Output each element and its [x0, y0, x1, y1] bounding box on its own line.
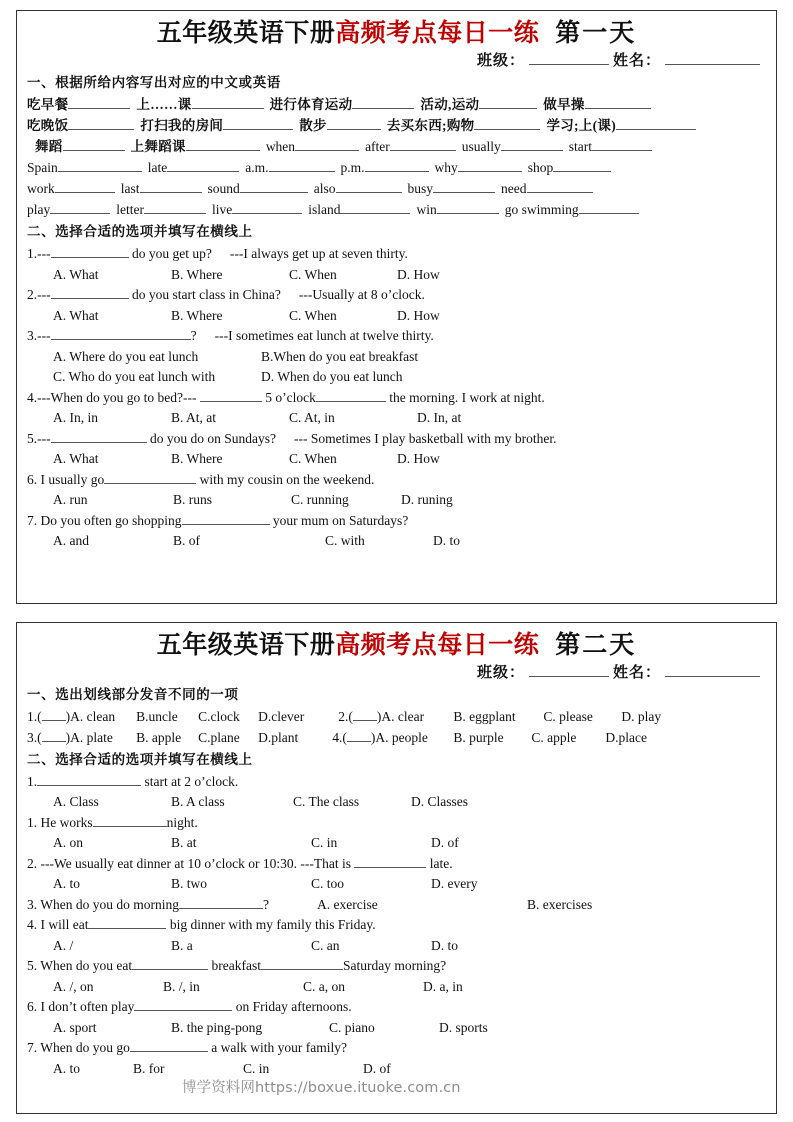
question-option[interactable]: B. runs [173, 492, 213, 508]
question-text: night. [166, 814, 198, 830]
question-option[interactable]: C. too [311, 876, 345, 892]
question-option[interactable]: B. Where [171, 307, 223, 323]
question-list-day-one [27, 244, 766, 552]
question-stem [27, 244, 766, 265]
question-option[interactable]: A. on [53, 835, 83, 851]
vocabulary-term: busy [407, 181, 434, 197]
phonics-option[interactable]: B. eggplant [453, 709, 516, 725]
answer-blank[interactable] [200, 389, 262, 402]
answer-blank[interactable] [51, 245, 129, 258]
question-options-row [27, 367, 766, 388]
question-text: 3.--- [27, 328, 51, 344]
vocabulary-term: live [211, 202, 233, 218]
vocabulary-term: Spain [27, 160, 58, 176]
section-heading-1-day-two: 一、选出划线部分发音不同的一项 [27, 687, 239, 703]
question-option[interactable]: B. two [171, 876, 208, 892]
phonics-option[interactable]: A. plate [70, 729, 113, 745]
question-options-row [27, 531, 766, 552]
question-stem [27, 895, 766, 916]
question-option[interactable]: C. When [289, 451, 337, 467]
phonics-option[interactable]: D.plant [258, 729, 299, 745]
question-option[interactable]: A. sport [53, 1019, 97, 1035]
question-option[interactable]: B. /, in [163, 978, 200, 994]
question-option[interactable]: D. sports [439, 1019, 488, 1035]
answer-blank[interactable] [134, 998, 232, 1011]
answer-blank[interactable] [37, 773, 141, 786]
vocabulary-blank[interactable] [479, 96, 537, 109]
vocabulary-blank[interactable] [585, 96, 651, 109]
answer-blank[interactable] [88, 916, 166, 929]
question-option[interactable]: C. a, on [303, 978, 345, 994]
vocabulary-term: 吃晚饭 [27, 118, 69, 134]
name-blank[interactable] [665, 662, 760, 677]
question-option[interactable]: D. to [431, 937, 458, 953]
phonics-option[interactable]: B. purple [453, 729, 504, 745]
vocabulary-term: 吃早餐 [27, 97, 69, 113]
question-text: do you start class in China? [128, 287, 281, 303]
answer-blank[interactable] [104, 471, 196, 484]
question-text: Saturday morning? [342, 958, 447, 974]
question-option[interactable]: B. exercises [527, 896, 593, 912]
question-stem [27, 772, 766, 793]
question-option[interactable]: A. exercise [317, 896, 378, 912]
vocabulary-term: p.m. [340, 160, 365, 176]
question-option[interactable]: B. the ping-pong [171, 1019, 263, 1035]
vocabulary-blank[interactable] [433, 180, 495, 193]
vocabulary-term: 上舞蹈课 [130, 139, 186, 155]
question-stem [27, 956, 766, 977]
section-heading-1-day-one: 一、根据所给内容写出对应的中文或英语 [27, 75, 281, 91]
question-option[interactable]: C. an [311, 937, 340, 953]
question-option[interactable]: A. / [53, 937, 74, 953]
answer-blank[interactable] [261, 957, 343, 970]
vocabulary-blank[interactable] [579, 201, 639, 214]
phonics-option[interactable]: A. people [375, 729, 428, 745]
question-option[interactable]: B. A class [171, 794, 225, 810]
question-option[interactable]: B.When do you eat breakfast [261, 348, 419, 364]
question-option[interactable]: A. Class [53, 794, 99, 810]
phonics-answer-blank[interactable] [42, 729, 66, 742]
vocabulary-blank[interactable] [167, 159, 239, 172]
class-blank[interactable] [529, 662, 609, 677]
vocabulary-term: last [120, 181, 140, 197]
question-text: ? [263, 896, 269, 912]
question-option[interactable]: C. piano [329, 1019, 375, 1035]
question-option[interactable]: C. with [325, 533, 365, 549]
question-answer-text: ---Usually at 8 o’clock. [298, 287, 425, 303]
question-option[interactable]: A. In, in [53, 410, 98, 426]
question-stem [27, 813, 766, 834]
phonics-number: 4.( [332, 729, 347, 745]
worksheet-day-one [16, 10, 777, 604]
question-option[interactable]: C. running [291, 492, 349, 508]
question-option[interactable]: A. to [53, 1060, 80, 1076]
question-option[interactable]: D. When do you eat lunch [261, 369, 403, 385]
phonics-paren: ) [376, 709, 382, 725]
question-text: a walk with your family? [207, 1040, 347, 1056]
vocabulary-blank[interactable] [68, 96, 130, 109]
title-day-part: 第一天 [555, 20, 637, 47]
vocabulary-row [27, 95, 766, 116]
question-text: your mum on Saturdays? [269, 512, 409, 528]
vocabulary-term: 进行体育运动 [269, 97, 353, 113]
name-label: 姓名： [612, 53, 661, 70]
vocabulary-term: go swimming [504, 202, 579, 218]
question-option[interactable]: B. a [171, 937, 193, 953]
vocabulary-row [27, 116, 766, 137]
vocabulary-blank[interactable] [437, 201, 499, 214]
title-day-part: 第二天 [555, 632, 637, 659]
question-text: 2. ---We usually eat dinner at 10 o’clock or 10:30. [27, 855, 297, 871]
vocabulary-term: win [416, 202, 437, 218]
site-watermark: 博学资料网https://boxue.ituoke.com.cn [182, 1080, 461, 1096]
title-red-part: 高频考点每日一练 [335, 632, 540, 659]
question-options-row [27, 490, 766, 511]
phonics-option[interactable]: A. clean [70, 709, 116, 725]
answer-blank[interactable] [51, 327, 191, 340]
question-option[interactable]: D. How [397, 266, 440, 282]
worksheet-day-two [16, 622, 777, 1114]
vocabulary-blank[interactable] [458, 159, 522, 172]
question-text: with my cousin on the weekend. [196, 471, 375, 487]
question-option[interactable]: B. At, at [171, 410, 217, 426]
vocabulary-blank[interactable] [140, 180, 202, 193]
phonics-option[interactable]: B.uncle [136, 709, 178, 725]
vocabulary-blank[interactable] [365, 159, 429, 172]
vocabulary-blank[interactable] [55, 180, 115, 193]
phonics-number: 2.( [338, 709, 353, 725]
question-option[interactable]: B. Where [171, 451, 223, 467]
vocabulary-term: after [365, 139, 390, 155]
question-options-row [27, 265, 766, 286]
vocabulary-term: sound [207, 181, 240, 197]
phonics-answer-blank[interactable] [353, 708, 377, 721]
question-text: do you do on Sundays? [146, 430, 276, 446]
title-red-part: 高频考点每日一练 [335, 20, 540, 47]
vocabulary-blank[interactable] [474, 117, 540, 130]
question-stem [27, 470, 766, 491]
vocabulary-blank[interactable] [327, 117, 381, 130]
question-text: 4. I will eat [27, 917, 89, 933]
section-heading-2-day-two: 二、选择合适的选项并填写在横线上 [27, 751, 253, 767]
vocabulary-term: letter [116, 202, 144, 218]
class-label: 班级： [476, 53, 525, 70]
question-option[interactable]: A. What [53, 266, 99, 282]
vocabulary-blank[interactable] [340, 201, 410, 214]
question-options-row [27, 306, 766, 327]
worksheet-title-day-two [27, 633, 766, 659]
vocabulary-term: when [265, 139, 296, 155]
question-text: 6. I usually go [27, 471, 105, 487]
question-text: ? [190, 328, 197, 344]
vocabulary-term: island [308, 202, 341, 218]
question-option[interactable]: D. In, at [417, 410, 462, 426]
phonics-option[interactable]: D.place [605, 729, 647, 745]
question-stem [27, 997, 766, 1018]
question-answer-text: ---I always get up at seven thirty. [229, 246, 408, 262]
question-text: big dinner with my family this Friday. [166, 917, 376, 933]
question-option[interactable]: A. What [53, 451, 99, 467]
vocabulary-blank[interactable] [501, 138, 563, 151]
vocabulary-blank[interactable] [58, 159, 142, 172]
question-option[interactable]: C. in [311, 835, 338, 851]
question-text: 7. Do you often go shopping [27, 512, 182, 528]
vocabulary-blank[interactable] [336, 180, 402, 193]
class-blank[interactable] [529, 50, 609, 65]
question-options-row [27, 833, 766, 854]
question-text: do you get up? [128, 246, 212, 262]
question-stem [27, 326, 766, 347]
question-text: 7. When do you go [27, 1040, 130, 1056]
question-answer-text: --- Sometimes I play basketball with my brother. [294, 430, 557, 446]
phonics-option[interactable]: D. play [621, 709, 662, 725]
vocabulary-blank[interactable] [68, 117, 134, 130]
answer-blank[interactable] [182, 512, 270, 525]
question-option[interactable]: D. How [397, 451, 440, 467]
question-option[interactable]: D. runing [401, 492, 453, 508]
phonics-answer-blank[interactable] [347, 729, 371, 742]
vocabulary-term: 散步 [299, 118, 327, 134]
question-option[interactable]: A. and [53, 533, 89, 549]
phonics-option[interactable]: D.clever [258, 709, 305, 725]
vocabulary-term: 学习;上(课) [546, 118, 617, 134]
phonics-question-list [27, 707, 766, 748]
answer-blank[interactable] [179, 896, 263, 909]
question-options-row [27, 408, 766, 429]
student-id-line-day-one [27, 49, 760, 70]
answer-blank[interactable] [130, 1039, 208, 1052]
phonics-option[interactable]: C.clock [198, 709, 240, 725]
question-stem [27, 915, 766, 936]
class-label: 班级： [476, 665, 525, 682]
vocabulary-blank[interactable] [295, 138, 359, 151]
vocabulary-term: 打扫我的房间 [140, 118, 224, 134]
question-options-row [27, 977, 766, 998]
question-text: ---That is [296, 855, 355, 871]
vocabulary-term: play [27, 202, 51, 218]
vocabulary-list-day-one [27, 95, 766, 221]
vocabulary-term: 舞蹈 [35, 139, 63, 155]
vocabulary-blank[interactable] [63, 138, 125, 151]
vocabulary-term: also [313, 181, 336, 197]
vocabulary-term: late [147, 160, 168, 176]
student-id-line-day-two [27, 661, 760, 682]
phonics-number: 1.( [27, 709, 42, 725]
vocabulary-blank[interactable] [50, 201, 110, 214]
question-option[interactable]: B. at [171, 835, 197, 851]
phonics-option[interactable]: C.plane [198, 729, 240, 745]
question-text: 5.--- [27, 430, 51, 446]
question-option[interactable]: D. every [431, 876, 478, 892]
question-option[interactable]: D. Classes [411, 794, 468, 810]
answer-blank[interactable] [132, 957, 208, 970]
question-option[interactable]: D. to [433, 533, 460, 549]
question-stem [27, 429, 766, 450]
question-option[interactable]: A. /, on [53, 978, 94, 994]
question-option[interactable]: D. How [397, 307, 440, 323]
vocabulary-blank[interactable] [240, 180, 308, 193]
question-option[interactable]: C. When [289, 307, 337, 323]
question-text: breakfast [208, 958, 261, 974]
question-stem [27, 285, 766, 306]
vocabulary-term: why [434, 160, 458, 176]
question-options-row [27, 347, 766, 368]
question-options-row [27, 874, 766, 895]
phonics-option[interactable]: B. apple [136, 729, 182, 745]
question-text: start at 2 o’clock. [141, 773, 239, 789]
vocabulary-blank[interactable] [186, 138, 260, 151]
vocabulary-blank[interactable] [352, 96, 414, 109]
phonics-number: 3.( [27, 729, 42, 745]
question-text: late. [426, 855, 453, 871]
question-option[interactable]: C. Who do you eat lunch with [53, 369, 216, 385]
vocabulary-term: a.m. [245, 160, 269, 176]
vocabulary-term: 活动,运动 [420, 97, 480, 113]
phonics-paren: ) [370, 729, 376, 745]
phonics-paren: ) [65, 729, 71, 745]
question-option[interactable]: B. for [133, 1060, 165, 1076]
question-option[interactable]: C. At, in [289, 410, 335, 426]
vocabulary-row [27, 179, 766, 200]
phonics-option[interactable]: A. clear [381, 709, 425, 725]
name-blank[interactable] [665, 50, 760, 65]
question-text: on Friday afternoons. [232, 999, 352, 1015]
title-black-part: 五年级英语下册 [156, 632, 336, 659]
vocabulary-blank[interactable] [553, 159, 611, 172]
vocabulary-term: usually [461, 139, 501, 155]
vocabulary-blank[interactable] [269, 159, 335, 172]
question-text: 1.--- [27, 246, 51, 262]
vocabulary-term: work [27, 181, 55, 197]
question-stem [27, 854, 766, 875]
question-option[interactable]: A. What [53, 307, 99, 323]
answer-blank[interactable] [316, 389, 386, 402]
title-black-part: 五年级英语下册 [156, 20, 336, 47]
answer-blank[interactable] [93, 814, 167, 827]
answer-blank[interactable] [51, 286, 129, 299]
phonics-answer-blank[interactable] [42, 708, 66, 721]
question-text: 1. [27, 773, 38, 789]
question-option[interactable]: B. of [173, 533, 200, 549]
vocabulary-row [27, 200, 766, 221]
question-text: 6. I don’t often play [27, 999, 135, 1015]
name-label: 姓名： [612, 665, 661, 682]
phonics-row [27, 728, 766, 749]
question-text: 5. When do you eat [27, 958, 133, 974]
vocabulary-blank[interactable] [232, 201, 302, 214]
vocabulary-blank[interactable] [390, 138, 456, 151]
question-text: 4.---When do you go to bed? [27, 389, 183, 405]
question-options-row [27, 449, 766, 470]
question-option[interactable]: D. of [363, 1060, 391, 1076]
question-option[interactable]: B. Where [171, 266, 223, 282]
question-option[interactable]: D. a, in [423, 978, 463, 994]
vocabulary-row [27, 158, 766, 179]
vocabulary-blank[interactable] [616, 117, 696, 130]
vocabulary-term: need [501, 181, 527, 197]
question-options-row [27, 1018, 766, 1039]
vocabulary-blank[interactable] [144, 201, 206, 214]
worksheet-title-day-one [27, 21, 766, 47]
question-text: the morning. I work at night. [385, 389, 545, 405]
question-option[interactable]: C. in [243, 1060, 270, 1076]
answer-blank[interactable] [354, 855, 426, 868]
vocabulary-blank[interactable] [527, 180, 593, 193]
question-stem [27, 388, 766, 409]
vocabulary-blank[interactable] [592, 138, 652, 151]
question-stem [27, 1038, 766, 1059]
question-text: 2.--- [27, 287, 51, 303]
phonics-option[interactable]: C. please [543, 709, 593, 725]
phonics-option[interactable]: C. apple [531, 729, 577, 745]
vocabulary-blank[interactable] [192, 96, 264, 109]
question-option[interactable]: C. When [289, 266, 337, 282]
question-options-row [27, 792, 766, 813]
question-text: 5 o’clock [261, 389, 316, 405]
question-options-row [27, 936, 766, 957]
question-option[interactable]: A. to [53, 876, 80, 892]
vocabulary-term: 去买东西;购物 [386, 118, 475, 134]
vocabulary-row [27, 137, 766, 158]
question-option[interactable]: A. run [53, 492, 88, 508]
vocabulary-term: 做早操 [543, 97, 585, 113]
phonics-row [27, 707, 766, 728]
vocabulary-term: 上……课 [136, 97, 192, 113]
vocabulary-blank[interactable] [223, 117, 293, 130]
answer-blank[interactable] [51, 430, 147, 443]
question-answer-text: ---I sometimes eat lunch at twelve thirty. [214, 328, 434, 344]
question-option[interactable]: D. of [431, 835, 459, 851]
vocabulary-term: shop [527, 160, 554, 176]
phonics-paren: ) [65, 709, 71, 725]
question-text: 1. He works [27, 814, 93, 830]
question-option[interactable]: A. Where do you eat lunch [53, 348, 199, 364]
question-list-day-two [27, 772, 766, 1080]
question-text: --- [182, 389, 200, 405]
question-text: 3. When do you do morning [27, 896, 179, 912]
question-option[interactable]: C. The class [293, 794, 360, 810]
question-stem [27, 511, 766, 532]
vocabulary-term: start [568, 139, 593, 155]
section-heading-2-day-one: 二、选择合适的选项并填写在横线上 [27, 224, 253, 239]
